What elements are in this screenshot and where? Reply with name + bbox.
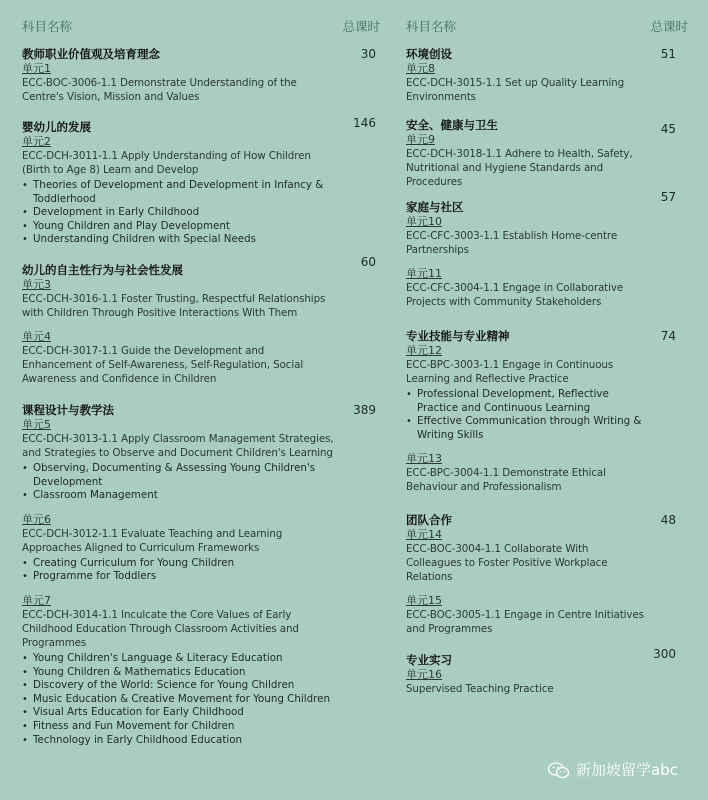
unit-link[interactable]: 单元9 bbox=[406, 133, 435, 146]
category-title: 团队合作 bbox=[406, 513, 452, 527]
unit-spacer bbox=[406, 584, 646, 594]
category-hours: 389 bbox=[353, 403, 376, 417]
watermark-text: 新加坡留学abc bbox=[576, 761, 678, 779]
topic-item: • Professional Development, Reflective Practice and Continuous Learning bbox=[417, 388, 646, 415]
unit-description: ECC-CFC-3003-1.1 Establish Home-centre Partnerships bbox=[406, 230, 618, 256]
unit-link[interactable]: 单元5 bbox=[22, 418, 51, 431]
unit-description: ECC-DCH-3016-1.1 Foster Trusting, Respectful Relationships with Children Through Positive Interactions With Them bbox=[22, 293, 326, 319]
unit-spacer bbox=[406, 257, 646, 267]
category-hours: 48 bbox=[660, 513, 676, 527]
topic-item: • Effective Communication through Writing & Writing Skills bbox=[417, 415, 646, 442]
category-title: 安全、健康与卫生 bbox=[406, 118, 498, 132]
topic-item: • Visual Arts Education for Early Childhood bbox=[33, 706, 337, 720]
course-category bbox=[406, 329, 646, 494]
category-title: 专业实习 bbox=[406, 653, 452, 667]
unit-spacer bbox=[406, 442, 646, 452]
category-title: 家庭与社区 bbox=[406, 200, 464, 214]
unit-link[interactable]: 单元10 bbox=[406, 215, 442, 228]
unit-link[interactable]: 单元6 bbox=[22, 512, 51, 526]
category-title: 环境创设 bbox=[406, 47, 452, 61]
unit-link[interactable]: 单元2 bbox=[22, 135, 51, 148]
topic-item: • Classroom Management bbox=[33, 489, 337, 503]
category-title: 课程设计与教学法 bbox=[22, 403, 114, 417]
unit-spacer bbox=[22, 584, 337, 594]
topic-item: • Programme for Toddlers bbox=[33, 570, 337, 584]
category-hours: 74 bbox=[660, 329, 676, 343]
unit-spacer bbox=[22, 320, 337, 330]
topic-item: • Theories of Development and Development in Infancy & Toddlerhood bbox=[33, 179, 337, 206]
category-hours: 45 bbox=[660, 122, 676, 136]
category-hours: 51 bbox=[660, 47, 676, 61]
category-title: 教师职业价值观及培育理念 bbox=[22, 47, 160, 61]
unit-description: Supervised Teaching Practice bbox=[406, 683, 554, 695]
topic-list bbox=[22, 179, 337, 247]
category-hours: 30 bbox=[360, 47, 376, 61]
unit-link[interactable]: 单元1 bbox=[22, 62, 51, 75]
watermark bbox=[548, 759, 678, 780]
unit-description: ECC-BOC-3006-1.1 Demonstrate Understanding of the Centre's Vision, Mission and Values bbox=[22, 77, 297, 103]
topic-item: • Technology in Early Childhood Education bbox=[33, 734, 337, 748]
unit-link[interactable]: 单元16 bbox=[406, 668, 442, 681]
unit-link[interactable]: 单元11 bbox=[406, 267, 442, 280]
course-category bbox=[22, 403, 337, 747]
unit-description: ECC-DCH-3012-1.1 Evaluate Teaching and Learning Approaches Aligned to Curriculum Frameworks bbox=[22, 527, 283, 554]
header-hours: 总课时 bbox=[342, 19, 380, 34]
unit-description: ECC-DCH-3018-1.1 Adhere to Health, Safety, Nutritional and Hygiene Standards and Procedures bbox=[406, 148, 633, 188]
unit-description: ECC-BPC-3004-1.1 Demonstrate Ethical Behaviour and Professionalism bbox=[406, 467, 606, 494]
header-hours: 总课时 bbox=[650, 19, 688, 34]
course-category bbox=[406, 513, 646, 636]
topic-list bbox=[22, 557, 337, 584]
topic-item: • Young Children's Language & Literacy Education bbox=[33, 652, 337, 666]
topic-list bbox=[406, 388, 646, 442]
header-subject: 科目名称 bbox=[406, 19, 457, 34]
course-category bbox=[406, 47, 646, 104]
topic-item: • Development in Early Childhood bbox=[33, 206, 337, 220]
topic-item: • Understanding Children with Special Needs bbox=[33, 233, 337, 247]
unit-link[interactable]: 单元8 bbox=[406, 62, 435, 75]
unit-description: ECC-BOC-3004-1.1 Collaborate With Colleagues to Foster Positive Workplace Relations bbox=[406, 543, 608, 583]
topic-item: • Young Children and Play Development bbox=[33, 220, 337, 234]
unit-description: ECC-BOC-3005-1.1 Engage in Centre Initiatives and Programmes bbox=[406, 609, 644, 635]
category-title: 幼儿的自主性行为与社会性发展 bbox=[22, 263, 183, 277]
course-category bbox=[406, 118, 646, 189]
course-category bbox=[22, 263, 337, 386]
unit-link[interactable]: 单元3 bbox=[22, 278, 51, 291]
topic-item: • Creating Curriculum for Young Children bbox=[33, 557, 337, 571]
unit-link[interactable]: 单元7 bbox=[22, 593, 51, 607]
unit-description: ECC-DCH-3013-1.1 Apply Classroom Management Strategies, and Strategies to Observe and Document Children's Learning bbox=[22, 433, 334, 459]
course-category bbox=[406, 200, 646, 309]
unit-spacer bbox=[22, 503, 337, 513]
unit-description: ECC-DCH-3015-1.1 Set up Quality Learning Environments bbox=[406, 77, 625, 103]
unit-description: ECC-BPC-3003-1.1 Engage in Continuous Learning and Reflective Practice bbox=[406, 359, 614, 385]
unit-link[interactable]: 单元15 bbox=[406, 594, 442, 607]
category-title: 婴幼儿的发展 bbox=[22, 120, 91, 134]
category-title: 专业技能与专业精神 bbox=[406, 329, 510, 343]
unit-description: ECC-DCH-3017-1.1 Guide the Development and Enhancement of Self-Awareness, Self-Regulation, Social Awareness and Confidence in Children bbox=[22, 345, 304, 385]
category-hours: 300 bbox=[653, 647, 676, 661]
category-hours: 57 bbox=[660, 190, 676, 204]
topic-item: • Fitness and Fun Movement for Children bbox=[33, 720, 337, 734]
unit-description: ECC-DCH-3014-1.1 Inculcate the Core Values of Early Childhood Education Through Classroom Activities and Programmes bbox=[22, 608, 299, 649]
unit-link[interactable]: 单元4 bbox=[22, 330, 51, 343]
topic-item: • Observing, Documenting & Assessing Young Children's Development bbox=[33, 462, 337, 489]
category-hours: 146 bbox=[353, 116, 376, 130]
unit-link[interactable]: 单元12 bbox=[406, 344, 442, 357]
unit-link[interactable]: 单元14 bbox=[406, 528, 442, 541]
unit-description: ECC-DCH-3011-1.1 Apply Understanding of How Children (Birth to Age 8) Learn and Develop bbox=[22, 150, 311, 176]
category-hours: 60 bbox=[360, 255, 376, 269]
topic-item: • Discovery of the World: Science for Young Children bbox=[33, 679, 337, 693]
topic-list bbox=[22, 462, 337, 503]
topic-item: • Music Education & Creative Movement for Young Children bbox=[33, 693, 337, 707]
unit-link[interactable]: 单元13 bbox=[406, 452, 442, 466]
unit-description: ECC-CFC-3004-1.1 Engage in Collaborative Projects with Community Stakeholders bbox=[406, 282, 624, 308]
course-category bbox=[22, 47, 337, 104]
topic-item: • Young Children & Mathematics Education bbox=[33, 666, 337, 680]
topic-list bbox=[22, 652, 337, 747]
wechat-icon bbox=[548, 762, 570, 778]
course-category bbox=[22, 120, 337, 247]
course-category bbox=[406, 653, 646, 696]
header-subject: 科目名称 bbox=[22, 19, 73, 34]
